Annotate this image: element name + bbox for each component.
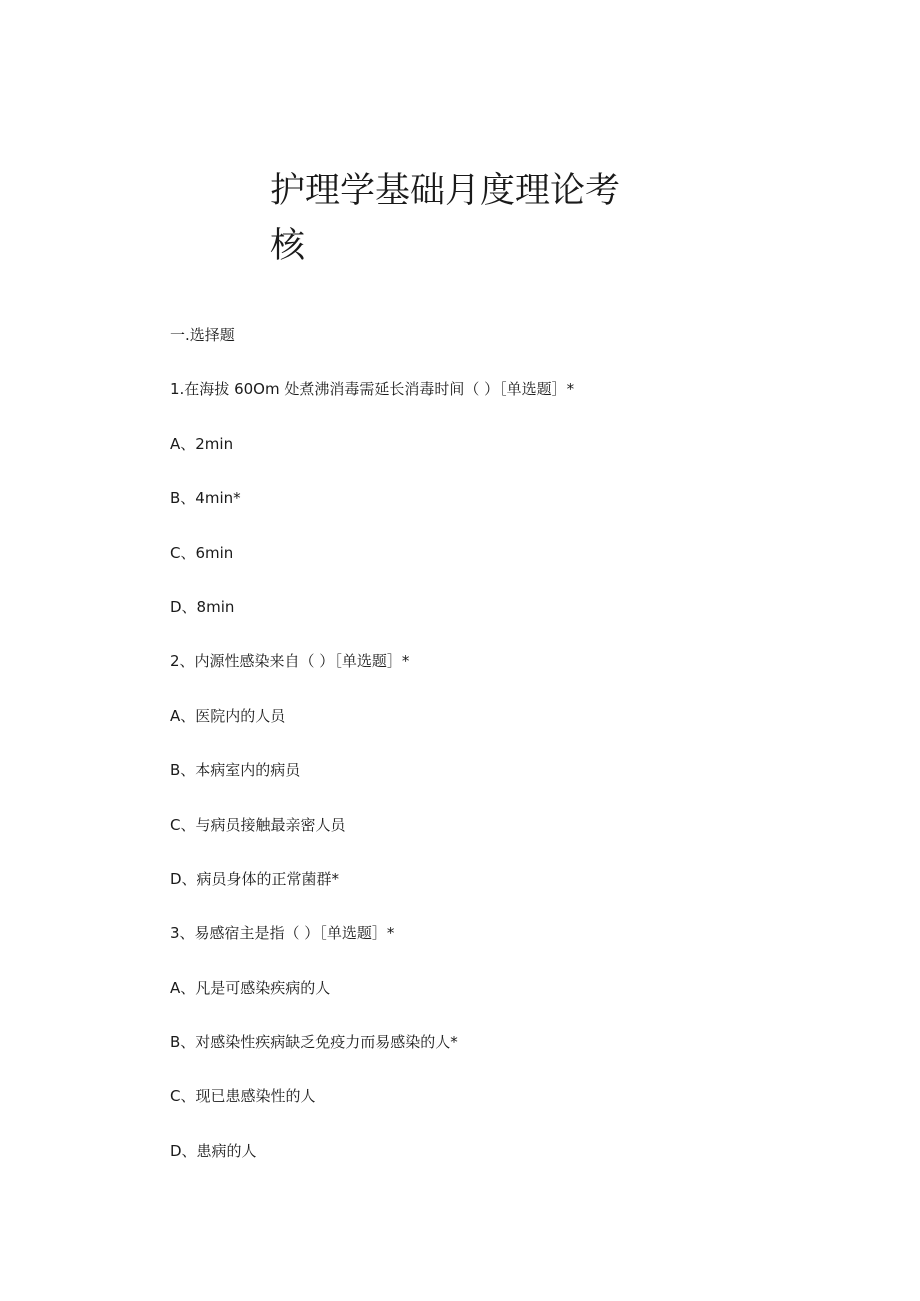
question-3-stem: 3、易感宿主是指（ ）［单选题］* bbox=[170, 924, 395, 943]
question-2-option-a: A、医院内的人员 bbox=[170, 706, 286, 725]
question-1-option-c: C、6min bbox=[170, 543, 234, 562]
question-1-option-d: D、8min bbox=[170, 597, 235, 616]
document-title bbox=[270, 164, 630, 274]
question-3-option-b: B、对感染性疾病缺乏免疫力而易感染的人* bbox=[170, 1033, 458, 1052]
question-3-option-c: C、现已患感染性的人 bbox=[170, 1087, 316, 1106]
question-2-option-b: B、本病室内的病员 bbox=[170, 761, 301, 780]
question-2-option-c: C、与病员接触最亲密人员 bbox=[170, 815, 346, 834]
question-1-stem: 1.在海拔 60Om 处煮沸消毒需延长消毒时间（ ）［单选题］* bbox=[170, 380, 575, 399]
title-line-2: 核 bbox=[270, 226, 306, 266]
title-line-1: 护理学基础月度理论考 bbox=[270, 171, 621, 211]
question-3-option-d: D、患病的人 bbox=[170, 1141, 257, 1160]
question-1-option-a: A、2min bbox=[170, 434, 234, 453]
question-1-option-b: B、4min* bbox=[170, 489, 241, 508]
question-2-stem: 2、内源性感染来自（ ）［单选题］* bbox=[170, 652, 410, 671]
document-content bbox=[170, 321, 870, 1191]
question-3-option-a: A、凡是可感染疾病的人 bbox=[170, 978, 331, 997]
section-heading: 一.选择题 bbox=[170, 326, 235, 344]
question-2-option-d: D、病员身体的正常菌群* bbox=[170, 869, 340, 888]
